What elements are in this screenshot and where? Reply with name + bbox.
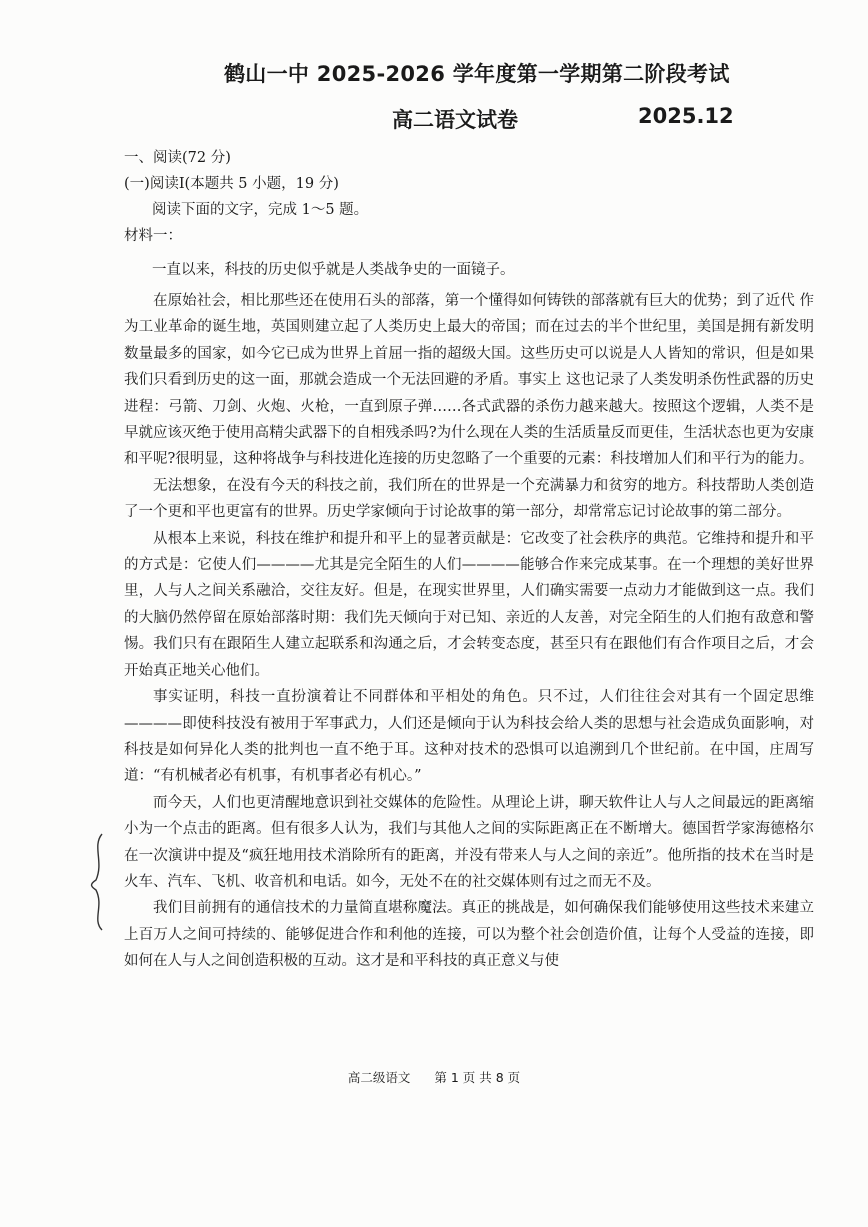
paragraph-1: 一直以来，科技的历史似乎就是人类战争史的一面镜子。 <box>152 262 515 278</box>
paragraph-6: 而今天，人们也更清醒地意识到社交媒体的危险性。从理论上讲，聊天软件让人与人之间最远的距离缩小为一个点击的距离。但有很多人认为，我们与其他人之间的实际距离正在不断增大。德国哲学家海德格尔在一次演讲中提及“疯狂地用技术消除所有的距离，并没有带来人与人之间的亲近”。他所指的技术在当时是火车、汽车、飞机、收音机和电话。如今，无处不在的社交媒体则有过之而无不及。 <box>124 794 814 890</box>
section-heading: 一、阅读(72 分) <box>124 150 231 166</box>
instruction-text: 阅读下面的文字，完成 1～5 题。 <box>152 202 369 218</box>
article-body <box>124 288 814 975</box>
handwritten-bracket-mark <box>88 832 108 932</box>
footer-page-info: 第 1 页 共 8 页 <box>434 1070 521 1085</box>
exam-title: 鹤山一中 2025-2026 学年度第一学期第二阶段考试 <box>224 62 730 86</box>
paragraph-5: 事实证明，科技一直扮演着让不同群体和平相处的角色。只不过，人们往往会对其有一个固定思维————即使科技没有被用于军事武力，人们还是倾向于认为科技会给人类的思想与社会造成负面影响，对科技是如何异化人类的批判也一直不绝于耳。这种对技术的恐惧可以追溯到几个世纪前。在中国，庄周写道：“有机械者必有机事，有机事者必有机心。” <box>124 689 814 785</box>
footer-subject: 高二级语文 <box>347 1070 411 1085</box>
paragraph-7: 我们目前拥有的通信技术的力量简直堪称魔法。真正的挑战是，如何确保我们能够使用这些技术来建立上百万人之间可持续的、能够促进合作和利他的连接，可以为整个社会创造价值，让每个人受益的连接，即如何在人与人之间创造积极的互动。这才是和平科技的真正意义与使 <box>124 900 814 970</box>
material-label: 材料一： <box>124 228 182 244</box>
exam-date: 2025.12 <box>638 104 734 128</box>
page-footer <box>0 1068 868 1086</box>
exam-subtitle: 高二语文试卷 <box>392 108 518 132</box>
paragraph-3: 无法想象，在没有今天的科技之前，我们所在的世界是一个充满暴力和贫穷的地方。科技帮助人类创造了一个更和平也更富有的世界。历史学家倾向于讨论故事的第一部分，却常常忘记讨论故事的第二部分。 <box>124 477 814 521</box>
paragraph-2: 在原始社会，相比那些还在使用石头的部落，第一个懂得如何铸铁的部落就有巨大的优势；到了近代 作为工业革命的诞生地，英国则建立起了人类历史上最大的帝国；而在过去的半个世纪里，美国是拥有新发明数量最多的国家，如今它已成为世界上首屈一指的超级大国。这些历史可以说是人人皆知的常识，但是如果我们只看到历史的这一面，那就会造成一个无法回避的矛盾。事实上 这也记录了人类发明杀伤性武器的历史进程：弓箭、刀剑、火炮、火枪，一直到原子弹……各式武器的杀伤力越来越大。按照这个逻辑，人类不是早就应该灭绝于使用高精尖武器下的自相残杀吗?为什么现在人类的生活质量反而更佳，生活状态也更为安康和平呢?很明显，这种将战争与科技进化连接的历史忽略了一个重要的元素：科技增加人们和平行为的能力。 <box>124 293 814 468</box>
sub-section-heading: (一)阅读Ⅰ(本题共 5 小题，19 分) <box>124 176 339 192</box>
paragraph-4: 从根本上来说，科技在维护和提升和平上的显著贡献是：它改变了社会秩序的典范。它维持和提升和平的方式是：它使人们————尤其是完全陌生的人们————能够合作来完成某事。在一个理想的美好世界里，人与人之间关系融洽，交往友好。但是，在现实世界里，人们确实需要一点动力才能做到这一点。我们的大脑仍然停留在原始部落时期：我们先天倾向于对已知、亲近的人友善，对完全陌生的人们抱有敌意和警惕。我们只有在跟陌生人建立起联系和沟通之后，才会转变态度，甚至只有在跟他们有合作项目之后，才会开始真正地关心他们。 <box>124 530 814 679</box>
